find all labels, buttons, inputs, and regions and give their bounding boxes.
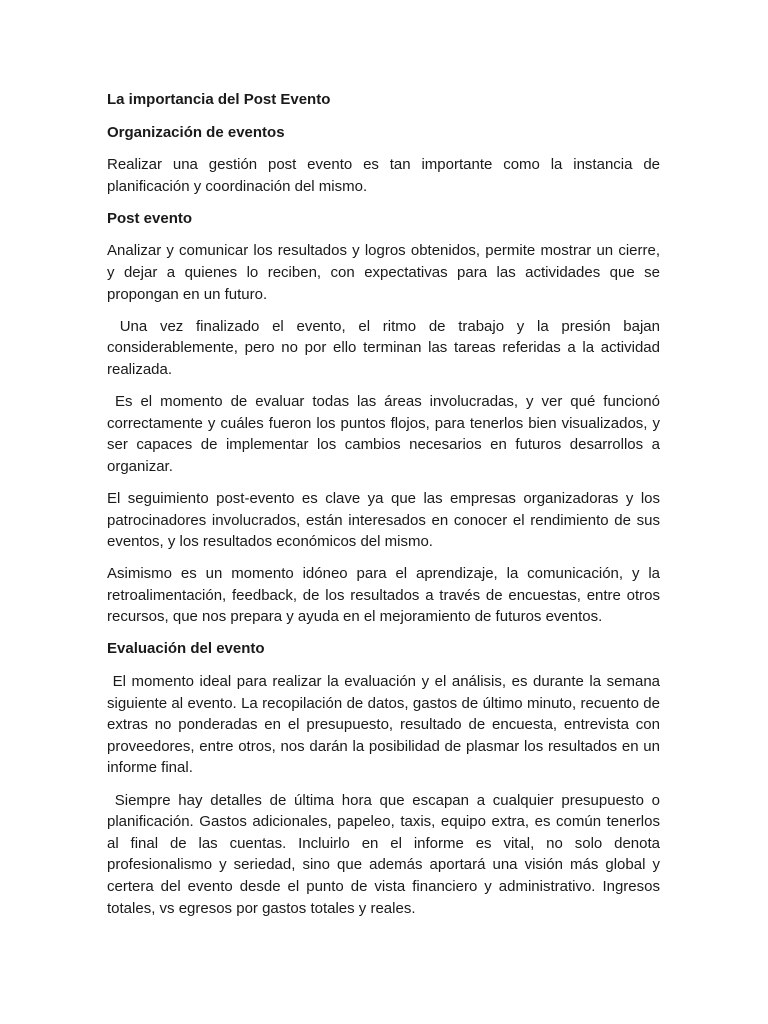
document-page — [107, 89, 665, 930]
paragraph: Es el momento de evaluar todas las áreas involucradas, y ver qué funcionó correctamente y cuáles fueron los puntos flojos, para tenerlos bien visualizados, y ser capaces de implementar los cambios necesarios en futuros desarrollos a organizar. — [107, 393, 665, 475]
section-heading-post-evento: Post evento — [107, 209, 193, 227]
section-heading-organizacion: Organización de eventos — [107, 123, 285, 141]
paragraph: Siempre hay detalles de última hora que escapan a cualquier presupuesto o planificación. Gastos adicionales, papeleo, taxis, equipo extra, es común tenerlos al final de las cuentas. Incluirlo en el informe es vital, no solo denota profesionalismo y seriedad, sino que además aportará una visión más global y certera del evento desde el punto de vista financiero y administrativo. Ingresos totales, vs egresos por gastos totales y reales. — [107, 791, 665, 917]
paragraph: Asimismo es un momento idóneo para el aprendizaje, la comunicación, y la retroalimentación, feedback, de los resultados a través de encuestas, entre otros recursos, que nos prepara y ayuda en el mejoramiento de futuros eventos. — [107, 565, 665, 626]
paragraph: El seguimiento post-evento es clave ya que las empresas organizadoras y los patrocinadores involucrados, están interesados en conocer el rendimiento de sus eventos, y los resultados económicos del mismo. — [107, 489, 665, 551]
paragraph: Realizar una gestión post evento es tan importante como la instancia de planificación y coordinación del mismo. — [107, 156, 665, 195]
paragraph: Una vez finalizado el evento, el ritmo de trabajo y la presión bajan considerablemente, pero no por ello terminan las tareas referidas a la actividad realizada. — [107, 317, 665, 378]
paragraph: Analizar y comunicar los resultados y logros obtenidos, permite mostrar un cierre, y dejar a quienes lo reciben, con expectativas para las actividades que se propongan en un futuro. — [107, 242, 665, 303]
section-heading-evaluacion: Evaluación del evento — [107, 640, 265, 658]
document-title: La importancia del Post Evento — [107, 91, 331, 108]
paragraph: El momento ideal para realizar la evaluación y el análisis, es durante la semana siguiente al evento. La recopilación de datos, gastos de último minuto, recuento de extras no ponderadas en el presupuesto, resultado de encuesta, entrevista con proveedores, entre otros, nos darán la posibilidad de plasmar los resultados en un informe final. — [107, 673, 665, 777]
